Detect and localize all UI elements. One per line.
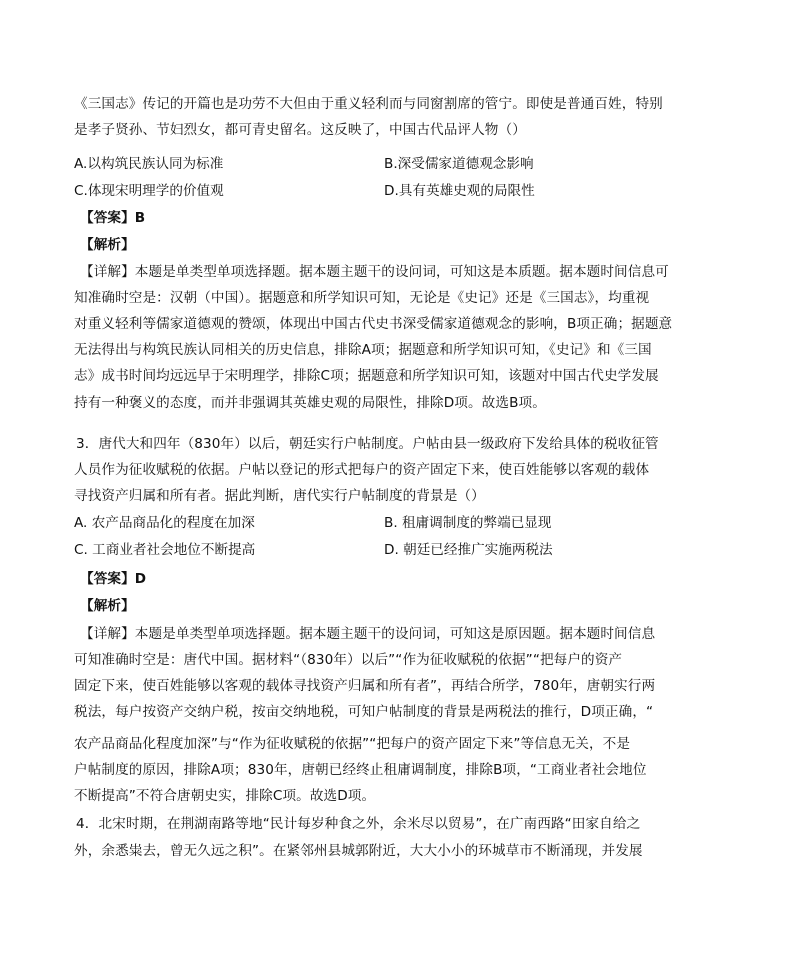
q3-detail-line-7: 不断提高”不符合唐朝史实，排除C项。故选D项。 bbox=[74, 788, 376, 804]
q2-option-c: C.体现宋明理学的价值观 bbox=[74, 183, 224, 199]
q3-option-c: C. 工商业者社会地位不断提高 bbox=[74, 542, 256, 558]
q3-stem-line-1: 3．唐代大和四年（830年）以后，朝廷实行户帖制度。户帖由县一级政府下发给具体的税收征管 bbox=[76, 436, 659, 452]
q3-option-a: A. 农产品商品化的程度在加深 bbox=[74, 515, 255, 531]
q3-detail-line-6: 户帖制度的原因，排除A项；830年，唐朝已经终止租庸调制度，排除B项，“工商业者社会地位 bbox=[74, 762, 647, 778]
q2-detail-line-3: 对重义轻利等儒家道德观的赞颂，体现出中国古代史书深受儒家道德观念的影响，B项正确；据题意 bbox=[74, 316, 673, 332]
q2-detail-line-4: 无法得出与构筑民族认同相关的历史信息，排除A项；据题意和所学知识可知，《史记》和《三国 bbox=[74, 342, 652, 358]
q3-analysis-label: 【解析】 bbox=[80, 598, 135, 614]
q4-stem-line-2: 外，余悉粜去，曾无久远之积”。在紧邻州县城郭附近，大大小小的环城草市不断涌现，并发展 bbox=[74, 843, 643, 859]
q2-stem-line-2: 是孝子贤孙、节妇烈女，都可青史留名。这反映了，中国古代品评人物（） bbox=[74, 122, 526, 138]
q2-analysis-label: 【解析】 bbox=[80, 237, 135, 253]
q2-option-d: D.具有英雄史观的局限性 bbox=[384, 183, 535, 199]
q2-answer: 【答案】B bbox=[80, 210, 146, 226]
q2-detail-line-2: 知准确时空是：汉朝（中国）。据题意和所学知识可知，无论是《史记》还是《三国志》，均重视 bbox=[74, 290, 650, 306]
q3-option-b: B. 租庸调制度的弊端已显现 bbox=[384, 515, 552, 531]
q2-option-a: A.以构筑民族认同为标准 bbox=[74, 156, 224, 172]
q3-detail-line-4: 税法，每户按资产交纳户税，按亩交纳地税，可知户帖制度的背景是两税法的推行，D项正确，“ bbox=[74, 704, 654, 720]
q3-answer: 【答案】D bbox=[80, 571, 147, 587]
q3-detail-line-2: 可知准确时空是：唐代中国。据材料“（830年）以后”“作为征收赋税的依据”“把每户的资产 bbox=[74, 652, 623, 668]
q3-detail-line-3: 固定下来，使百姓能够以客观的载体寻找资产归属和所有者”，再结合所学，780年，唐朝实行两 bbox=[74, 678, 656, 694]
q2-detail-line-1: 【详解】本题是单类型单项选择题。据本题主题干的设问词，可知这是本质题。据本题时间信息可 bbox=[80, 264, 669, 280]
q4-stem-line-1: 4．北宋时期，在荆湖南路等地“民计每岁种食之外，余米尽以贸易”，在广南西路“田家自给之 bbox=[76, 816, 641, 832]
q3-detail-line-1: 【详解】本题是单类型单项选择题。据本题主题干的设问词，可知这是原因题。据本题时间信息 bbox=[80, 626, 656, 642]
q2-stem-line-1: 《三国志》传记的开篇也是功劳不大但由于重义轻利而与同窗割席的管宁。即使是普通百姓，特别 bbox=[74, 96, 663, 112]
q2-detail-line-5: 志》成书时间均远远早于宋明理学，排除C项；据题意和所学知识可知，该题对中国古代史学发展 bbox=[74, 368, 659, 384]
q3-stem-line-2: 人员作为征收赋税的依据。户帖以登记的形式把每户的资产固定下来，使百姓能够以客观的载体 bbox=[74, 462, 650, 478]
q3-stem-line-3: 寻找资产归属和所有者。据此判断，唐代实行户帖制度的背景是（） bbox=[74, 488, 485, 504]
q3-detail-line-5: 农产品商品化程度加深”与“作为征收赋税的依据”“把每户的资产固定下来”等信息无关，不是 bbox=[74, 736, 631, 752]
q2-option-b: B.深受儒家道德观念影响 bbox=[384, 156, 534, 172]
q3-option-d: D. 朝廷已经推广实施两税法 bbox=[384, 542, 553, 558]
q2-detail-line-6: 持有一种褒义的态度，而并非强调其英雄史观的局限性，排除D项。故选B项。 bbox=[74, 395, 546, 411]
